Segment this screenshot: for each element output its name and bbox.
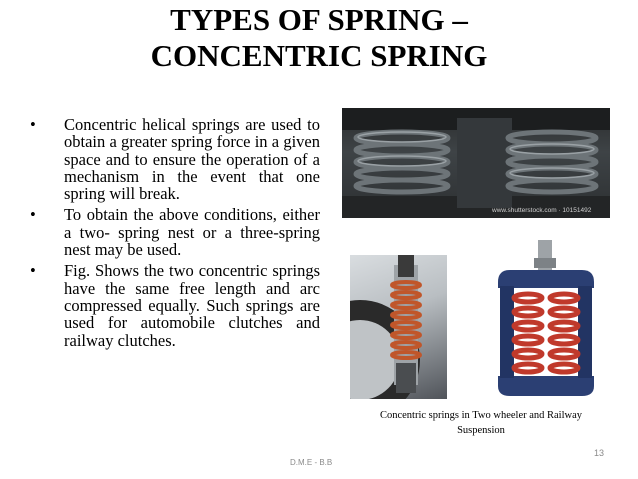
bullet-icon: •: [30, 115, 36, 134]
bullet-item: [28, 262, 320, 348]
bullet-item: [28, 206, 320, 258]
slide-footer: D.M.E - B.B: [290, 458, 333, 467]
railway-mount-photo: [490, 240, 602, 400]
railway-springs-image: [342, 108, 610, 218]
two-wheeler-spring-image: [350, 255, 447, 399]
two-wheeler-spring-photo: [350, 255, 447, 399]
bullet-text: Fig. Shows the two concentric springs have the same free length and arc compressed equally. Such springs are used for automobile clutches and railway clutches.: [64, 261, 320, 350]
title-line-2: CONCENTRIC SPRING: [150, 38, 488, 73]
title-line-1: TYPES OF SPRING –: [170, 2, 468, 37]
caption-line-1: Concentric springs in Two wheeler and Railway: [379, 410, 583, 421]
image-caption: [350, 408, 612, 438]
caption-line-2: Suspension: [457, 425, 505, 436]
railway-mount-image: [490, 240, 602, 400]
railway-springs-photo: [342, 108, 610, 218]
slide-title: [0, 2, 638, 74]
bullet-item: [28, 116, 320, 202]
bullet-icon: •: [30, 205, 36, 225]
bullet-text: To obtain the above conditions, either a two- spring nest or a three-spring nest may be used.: [64, 205, 320, 260]
bullet-text: Concentric helical springs are used to obtain a greater spring force in a given space and to ensure the operation of a mechanism in the event that one spring will break.: [64, 115, 320, 204]
photo-watermark: www.shutterstock.com · 10151492: [492, 207, 592, 214]
page-number: 13: [594, 448, 605, 458]
bullet-icon: •: [30, 261, 36, 281]
bullet-list: [28, 116, 320, 353]
